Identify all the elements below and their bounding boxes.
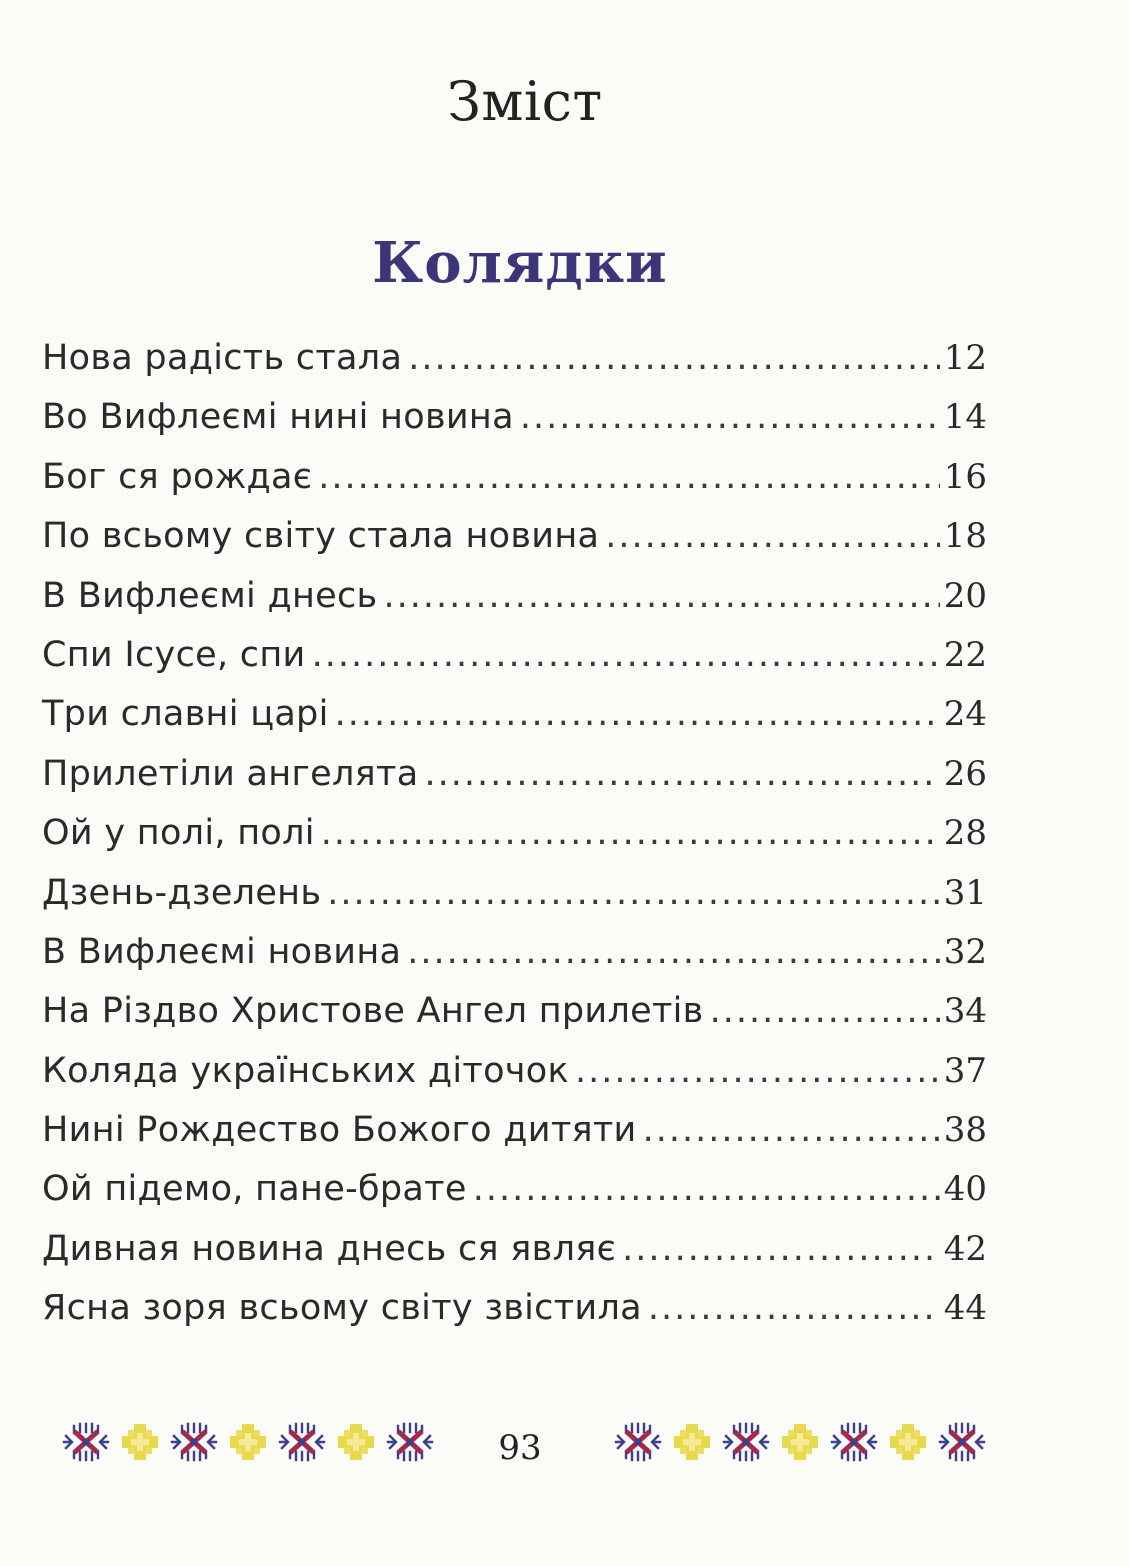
toc-entry [42, 813, 987, 872]
dot-leader [335, 694, 940, 734]
embroidery-ornament-left [62, 1418, 434, 1466]
embroidery-flower-icon [332, 1418, 380, 1466]
toc-entry-title: Ой підемо, пане-брате [42, 1169, 467, 1210]
dot-leader [312, 635, 940, 675]
toc-entry-page: 42 [943, 1228, 987, 1269]
embroidery-flower-icon [116, 1418, 164, 1466]
dot-leader [605, 516, 939, 556]
toc-entry [42, 1288, 987, 1347]
toc-entry-page: 31 [943, 872, 987, 913]
toc-entry-page: 44 [943, 1288, 987, 1329]
toc-entry [42, 754, 987, 813]
toc-entry-page: 16 [943, 456, 987, 497]
dot-leader [575, 1051, 940, 1091]
dot-leader [622, 1229, 940, 1269]
dot-leader [710, 991, 940, 1031]
embroidery-cross-icon [722, 1418, 770, 1466]
page-title: Зміст [447, 70, 603, 133]
embroidery-cross-icon [62, 1418, 110, 1466]
embroidery-flower-icon [884, 1418, 932, 1466]
toc-entry [42, 932, 987, 991]
toc-entry-title: На Різдво Христове Ангел прилетів [42, 991, 704, 1032]
toc-entry [42, 397, 987, 456]
embroidery-flower-icon [668, 1418, 716, 1466]
dot-leader [643, 1110, 940, 1150]
embroidery-flower-icon [224, 1418, 272, 1466]
toc-entry-page: 34 [943, 991, 987, 1032]
dot-leader [473, 1169, 940, 1209]
toc-entry-page: 40 [943, 1169, 987, 1210]
dot-leader [648, 1288, 940, 1328]
toc-entry-page: 37 [943, 1050, 987, 1091]
toc-entry-page: 32 [943, 931, 987, 972]
toc-entry [42, 576, 987, 635]
toc-entry [42, 1051, 987, 1110]
dot-leader [407, 932, 939, 972]
toc-entry-title: Во Вифлеємі нині новина [42, 397, 514, 438]
toc-entry-title: Три славні царі [42, 694, 329, 735]
toc-entry-title: Бог ся рождає [42, 456, 313, 497]
embroidery-cross-icon [386, 1418, 434, 1466]
toc-entry-page: 14 [943, 397, 987, 438]
toc-entry [42, 338, 987, 397]
toc-entry [42, 457, 987, 516]
toc-entry [42, 1110, 987, 1169]
embroidery-cross-icon [278, 1418, 326, 1466]
toc-entry-title: Дивная новина днесь ся являє [42, 1228, 617, 1269]
toc-entry-page: 22 [943, 634, 987, 675]
toc-entry-title: Коляда українських діточок [42, 1050, 569, 1091]
toc-entry-title: Прилетіли ангелята [42, 753, 419, 794]
toc-entry-title: В Вифлеємі днесь [42, 575, 378, 616]
embroidery-cross-icon [830, 1418, 878, 1466]
toc-entry-title: По всьому світу стала новина [42, 516, 600, 557]
dot-leader [321, 813, 940, 853]
embroidery-cross-icon [938, 1418, 986, 1466]
toc-entry-title: Спи Ісусе, спи [42, 634, 306, 675]
embroidery-cross-icon [170, 1418, 218, 1466]
toc-entry [42, 991, 987, 1050]
toc-entry-page: 28 [943, 813, 987, 854]
toc-entry-title: Ясна зоря всьому світу звістила [42, 1288, 642, 1329]
toc-entry-title: Дзень-дзелень [42, 872, 322, 913]
dot-leader [327, 873, 939, 913]
toc-entry-page: 12 [943, 338, 987, 378]
dot-leader [408, 338, 940, 378]
toc-entry-page: 20 [943, 575, 987, 616]
dot-leader [520, 397, 940, 437]
table-of-contents [42, 338, 987, 1348]
toc-entry-title: В Вифлеємі новина [42, 931, 402, 972]
embroidery-cross-icon [614, 1418, 662, 1466]
toc-entry [42, 1229, 987, 1288]
toc-entry [42, 873, 987, 932]
toc-entry-page: 38 [943, 1110, 987, 1151]
dot-leader [318, 457, 939, 497]
dot-leader [424, 754, 939, 794]
toc-entry [42, 694, 987, 753]
toc-entry-page: 24 [943, 694, 987, 735]
toc-entry [42, 516, 987, 575]
page-number: 93 [498, 1428, 542, 1468]
section-title: Колядки [372, 230, 668, 296]
embroidery-flower-icon [776, 1418, 824, 1466]
toc-entry-title: Нова радість стала [42, 338, 403, 378]
toc-entry-title: Ой у полі, полі [42, 813, 315, 854]
toc-entry-page: 26 [943, 753, 987, 794]
dot-leader [383, 576, 939, 616]
toc-entry [42, 1169, 987, 1228]
toc-entry-page: 18 [943, 516, 987, 557]
embroidery-ornament-right [614, 1418, 986, 1466]
toc-entry-title: Нині Рождество Божого дитяти [42, 1110, 637, 1151]
toc-entry [42, 635, 987, 694]
